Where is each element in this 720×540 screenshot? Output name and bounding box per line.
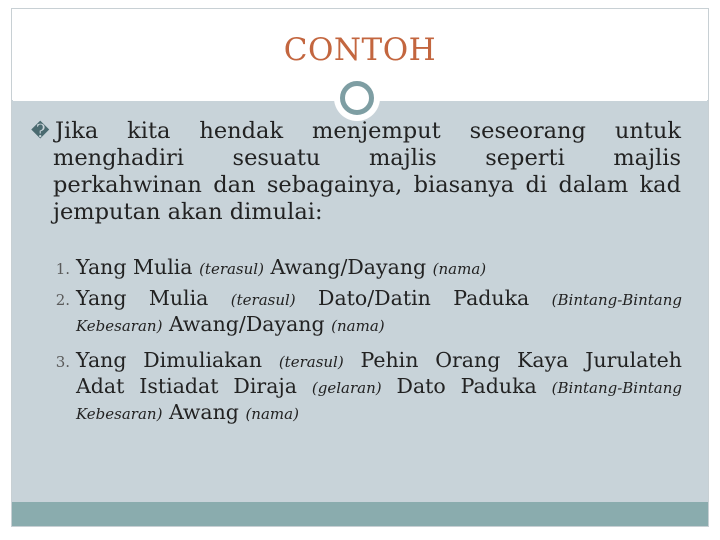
list-item-3-line-1: [76, 348, 682, 374]
italic-note: (nama): [432, 260, 487, 278]
text: Adat Istiadat Diraja: [76, 374, 312, 398]
text: Awang/Dayang: [162, 312, 332, 336]
text: Dato Paduka: [381, 374, 552, 398]
italic-note: Kebesaran): [76, 317, 163, 335]
bullet-icon: �: [31, 121, 50, 142]
list-item-3: [20, 348, 682, 426]
intro-line-1: Jika kita hendak menjemput seseorang untuk: [55, 118, 681, 144]
list-item-1: [20, 255, 682, 281]
italic-note: (Bintang-Bintang: [551, 379, 682, 397]
list-number: 3.: [55, 353, 70, 371]
text: Awang/Dayang: [263, 255, 433, 279]
italic-note: (nama): [331, 317, 385, 335]
slide-title: CONTOH: [283, 32, 437, 68]
intro-line-3: perkahwinan dan sebagainya, biasanya di dalam kad: [53, 172, 681, 198]
divider-circle-icon: [340, 81, 374, 115]
list-item-2-line-2: [76, 312, 682, 338]
list-number: 2.: [55, 291, 70, 309]
italic-note: (terasul): [230, 291, 296, 309]
list-number: 1.: [55, 260, 70, 278]
intro-line-4: jemputan akan dimulai:: [53, 199, 323, 225]
italic-note: (gelaran): [311, 379, 382, 397]
italic-note: (Bintang-Bintang: [551, 291, 682, 309]
list-item-1-line-1: [76, 255, 682, 281]
list-item-3-line-3: [76, 400, 682, 426]
text: Awang: [162, 400, 246, 424]
italic-note: Kebesaran): [76, 405, 163, 423]
text: Yang Dimuliakan: [76, 348, 279, 372]
list-item-3-line-2: [76, 374, 682, 400]
intro-line-2: menghadiri sesuatu majlis seperti majlis: [53, 145, 681, 171]
text: Dato/Datin Paduka: [295, 286, 552, 310]
text: Pehin Orang Kaya Jurulateh: [343, 348, 682, 372]
text: Yang Mulia: [76, 286, 231, 310]
intro-paragraph: [33, 118, 681, 226]
list-item-2-line-1: [76, 286, 682, 312]
italic-note: (terasul): [199, 260, 264, 278]
numbered-list: [20, 255, 682, 426]
list-item-2: [20, 286, 682, 338]
italic-note: (nama): [245, 405, 299, 423]
text: Yang Mulia: [76, 255, 200, 279]
bottom-band: [12, 502, 708, 526]
italic-note: (terasul): [278, 353, 344, 371]
